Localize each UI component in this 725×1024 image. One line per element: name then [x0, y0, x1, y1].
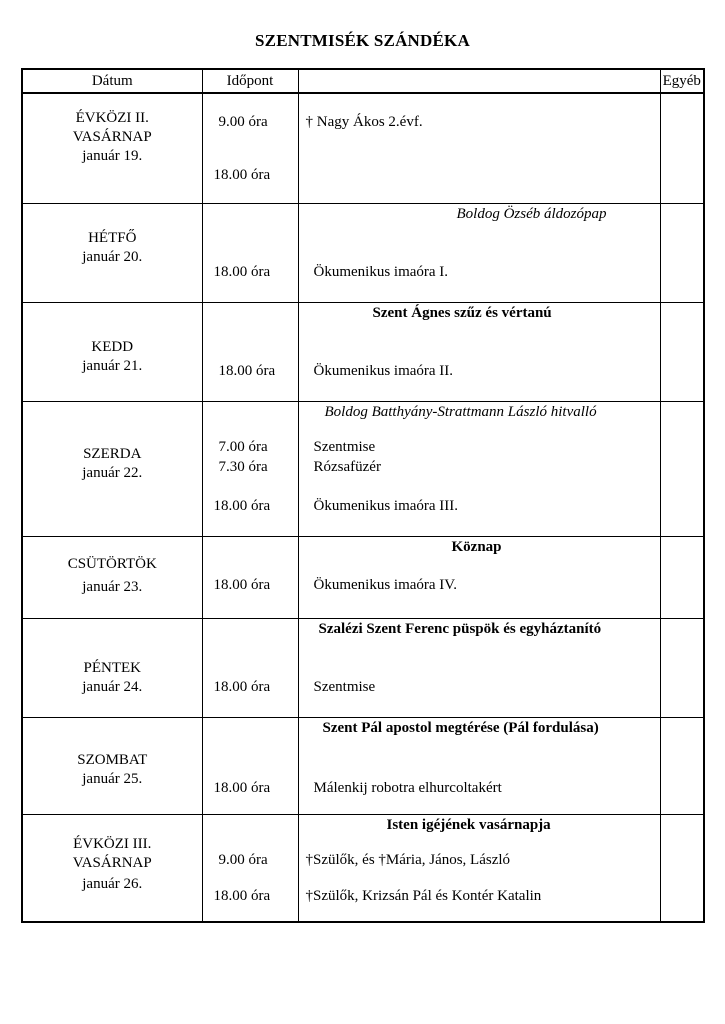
day-name: HÉTFŐ [88, 229, 137, 246]
feast-name: Szalézi Szent Ferenc püspök és egyháztanító [318, 620, 602, 637]
intent-cell [298, 401, 660, 536]
date-cell [22, 814, 202, 922]
page-title: SZENTMISÉK SZÁNDÉKA [255, 31, 470, 50]
table-header [22, 69, 704, 93]
table-row [22, 93, 704, 203]
table-row [22, 814, 704, 922]
feast-name: Szent Pál apostol megtérése (Pál fordulása) [322, 719, 599, 736]
day-name: VASÁRNAP [72, 854, 152, 871]
day-date: január 22. [82, 464, 143, 481]
day-date: január 20. [82, 248, 143, 265]
table-row [22, 717, 704, 814]
mass-time: 7.30 óra [218, 458, 268, 475]
date-cell [22, 618, 202, 717]
other-cell [660, 618, 704, 717]
feast-name: Szent Ágnes szűz és vértanú [372, 304, 552, 321]
other-cell [660, 814, 704, 922]
day-name: SZOMBAT [77, 751, 148, 768]
day-name: PÉNTEK [83, 659, 141, 676]
mass-intention: Ökumenikus imaóra I. [313, 263, 449, 280]
mass-intention: †Szülők, Krizsán Pál és Kontér Katalin [305, 887, 542, 904]
intent-cell [298, 536, 660, 618]
intent-cell [298, 814, 660, 922]
day-name: CSÜTÖRTÖK [67, 555, 157, 572]
date-cell [22, 401, 202, 536]
table-row [22, 618, 704, 717]
date-cell [22, 717, 202, 814]
table-row [22, 302, 704, 401]
mass-intention: †Szülők, és †Mária, János, László [305, 851, 511, 868]
mass-time: 18.00 óra [213, 779, 271, 796]
mass-intention: Szentmise [313, 678, 376, 695]
date-cell [22, 93, 202, 203]
mass-intention: † Nagy Ákos 2.évf. [305, 114, 423, 130]
day-date: január 19. [82, 148, 143, 164]
mass-time: 18.00 óra [213, 887, 271, 904]
other-cell [660, 93, 704, 203]
mass-time: 18.00 óra [213, 167, 271, 183]
feast-name: Köznap [451, 538, 502, 555]
table-row [22, 536, 704, 618]
mass-intention: Rózsafüzér [313, 458, 381, 475]
time-cell [202, 618, 298, 717]
other-cell [660, 536, 704, 618]
mass-intention: Ökumenikus imaóra IV. [313, 576, 457, 593]
intent-cell [298, 203, 660, 302]
mass-intention: Ökumenikus imaóra III. [313, 497, 459, 514]
header-other: Egyéb [660, 69, 704, 93]
mass-intention: Szentmise [313, 438, 376, 455]
schedule-table [21, 68, 705, 923]
mass-intention: Ökumenikus imaóra II. [313, 362, 454, 379]
day-date: január 25. [82, 770, 143, 787]
time-cell [202, 717, 298, 814]
intent-cell [298, 93, 660, 203]
table-row [22, 401, 704, 536]
day-date: január 23. [82, 578, 143, 595]
mass-time: 9.00 óra [218, 851, 268, 868]
feast-name: Isten igéjének vasárnapja [386, 816, 551, 833]
mass-time: 7.00 óra [218, 438, 268, 455]
header-date: Dátum [22, 69, 202, 93]
table-row [22, 203, 704, 302]
time-cell [202, 401, 298, 536]
time-cell [202, 203, 298, 302]
feast-name: Boldog Özséb áldozópap [456, 205, 607, 222]
intent-cell [298, 618, 660, 717]
date-cell [22, 536, 202, 618]
intent-cell [298, 302, 660, 401]
time-cell [202, 536, 298, 618]
mass-time: 18.00 óra [213, 678, 271, 695]
mass-time: 9.00 óra [218, 114, 268, 130]
other-cell [660, 203, 704, 302]
date-cell [22, 203, 202, 302]
other-cell [660, 302, 704, 401]
time-cell [202, 302, 298, 401]
mass-time: 18.00 óra [213, 497, 271, 514]
day-name: ÉVKÖZI III. [73, 835, 152, 852]
header-time: Időpont [202, 69, 298, 93]
day-name: SZERDA [83, 445, 142, 462]
mass-time: 18.00 óra [213, 576, 271, 593]
day-name: VASÁRNAP [72, 129, 152, 145]
time-cell [202, 814, 298, 922]
day-date: január 26. [82, 875, 143, 892]
day-date: január 24. [82, 678, 143, 695]
mass-time: 18.00 óra [213, 263, 271, 280]
day-name: KEDD [91, 338, 134, 355]
mass-intention: Málenkij robotra elhurcoltakért [313, 779, 502, 796]
intent-cell [298, 717, 660, 814]
other-cell [660, 717, 704, 814]
day-name: ÉVKÖZI II. [75, 110, 149, 126]
time-cell [202, 93, 298, 203]
day-date: január 21. [82, 357, 143, 374]
feast-name: Boldog Batthyány-Strattmann László hitvalló [324, 403, 597, 420]
header-intent [298, 69, 660, 93]
date-cell [22, 302, 202, 401]
other-cell [660, 401, 704, 536]
mass-time: 18.00 óra [218, 362, 276, 379]
